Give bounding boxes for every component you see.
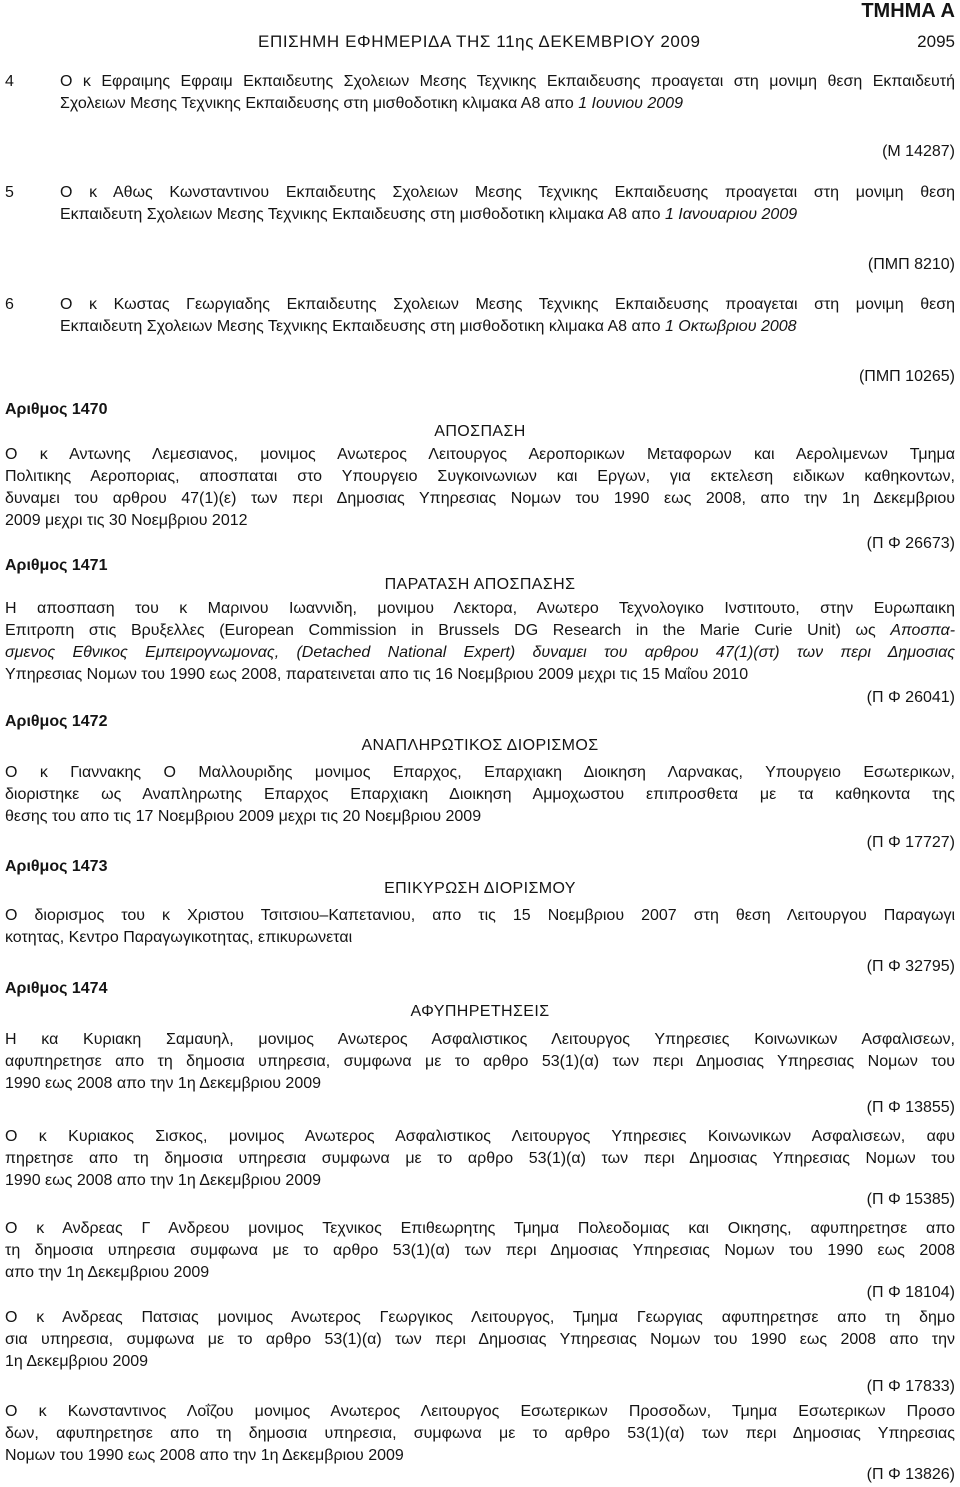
reference-code: (Π Φ 13826): [866, 1466, 955, 1483]
reference-code: (Π Φ 26041): [866, 689, 955, 706]
notice-paragraph: [5, 1307, 955, 1373]
item-body: [60, 182, 955, 226]
text-line: Νομων του 1990 εως 2008 απο την 1η Δεκεμβριου 2009: [5, 1447, 404, 1464]
text-line: θεσης του απο τις 17 Νοεμβριου 2009 μεχρι τις 20 Νοεμβριου 2009: [5, 808, 482, 825]
item-body: [60, 71, 955, 115]
text-line: σια υπηρεσια, συμφωνα με το αρθρο 53(1)(α) των περι Δημοσιας Υπηρεσιας Νομων του 1990 εως 2008 απο την: [5, 1331, 955, 1348]
notice-paragraph: [5, 762, 955, 828]
notice-paragraph: [5, 1218, 955, 1284]
notice-paragraph: [5, 598, 955, 686]
reference-code: (ΠΜΠ 8210): [867, 256, 955, 273]
notice-heading: Αριθμος 1470: [5, 401, 108, 418]
text-line: Ο κ Εφραιμης Εφραιμ Εκπαιδευτης Σχολειων Μεσης Τεχνικης Εκπαιδευσης προαγεται στη μονιμη θεση Εκπαιδευτή: [60, 73, 955, 90]
promotion-item: [5, 182, 955, 226]
text-line: αφυπηρετησε απο τη δημοσια υπηρεσια, συμφωνα με το αρθρο 53(1)(α) των περι Δημοσιας Υπηρεσιας Νομων του: [5, 1053, 955, 1070]
text-segment: Επιτροπη στις Βρυξελλες (European Commission in Brussels DG Research in the Marie Curie Unit) ως: [5, 622, 876, 639]
text-line: Ο κ Αντωνης Λεμεσιανος, μονιμος Ανωτερος Λειτουργος Αεροπορικων Μεταφορων και Αερολιμενων Τμημα: [5, 446, 955, 463]
reference-code: (ΠΜΠ 10265): [858, 368, 955, 385]
notice-paragraph: [5, 1126, 955, 1192]
promotion-item: [5, 294, 955, 338]
italic-date: 1 Οκτωβριου 2008: [664, 318, 797, 335]
notice-title: ΕΠΙΚΥΡΩΣΗ ΔΙΟΡΙΣΜΟΥ: [384, 880, 576, 897]
text-line: Ο κ Γιαννακης Ο Μαλλουριδης μονιμος Επαρχος, Επαρχιακη Διοικηση Λαρνακας, Υπουργειο Εσωτερικων,: [5, 764, 955, 781]
promotion-item: [5, 71, 955, 115]
italic-text: σμενος Εθνικος Εμπειρογνωμονας, (Detached National Expert) δυναμει του αρθρου 47(1)(στ) των περι Δημοσιας: [5, 644, 955, 661]
notice-title: ΑΦΥΠΗΡΕΤΗΣΕΙΣ: [410, 1003, 550, 1020]
text-line: Η κα Κυριακη Σαμαυηλ, μονιμος Ανωτερος Ασφαλιστικος Λειτουργος Υπηρεσιες Κοινωνικων Ασφαλισεων,: [5, 1031, 955, 1048]
text-line: 2009 μεχρι τις 30 Νοεμβριου 2012: [5, 512, 248, 529]
notice-title: ΠΑΡΑΤΑΣΗ ΑΠΟΣΠΑΣΗΣ: [384, 576, 576, 593]
text-line: 1990 εως 2008 απο την 1η Δεκεμβριου 2009: [5, 1172, 322, 1189]
notice-paragraph: [5, 1029, 955, 1095]
item-number: 4: [5, 73, 14, 90]
text-line: Ο διορισμος του κ Χριστου Τσιτσιου–Καπετανιου, απο τις 15 Νοεμβριου 2007 στη θεση Λειτουργου Παραγωγι: [5, 907, 955, 924]
text-line: 1η Δεκεμβριου 2009: [5, 1353, 149, 1370]
text-line: Ο κ Κωστας Γεωργιαδης Εκπαιδευτης Σχολειων Μεσης Τεχνικης Εκπαιδευσης προαγεται στη μονιμη θεση: [60, 296, 955, 313]
item-number: 5: [5, 184, 14, 201]
text-line: [5, 620, 955, 642]
item-number: 6: [5, 296, 14, 313]
reference-code: (Π Φ 17727): [866, 834, 955, 851]
italic-date: 1 Ιανουαριου 2009: [664, 206, 798, 223]
text-line: [60, 93, 955, 115]
text-line: [5, 642, 955, 664]
reference-code: (Π Φ 13855): [866, 1099, 955, 1116]
notice-title: ΑΝΑΠΛΗΡΩΤΙΚΟΣ ΔΙΟΡΙΣΜΟΣ: [361, 737, 599, 754]
text-line: δων, αφυπηρετησε απο τη δημοσια υπηρεσια, συμφωνα με το αρθρο 53(1)(α) των περι Δημοσιας Υπηρεσιας: [5, 1425, 955, 1442]
text-segment: Εκπαιδευτη Σχολειων Μεσης Τεχνικης Εκπαιδευσης στη μισθοδοτικη κλιμακα Α8 απο: [60, 318, 661, 335]
text-line: δυναμει του αρθρου 47(1)(ε) των περι Δημοσιας Υπηρεσιας Νομων του 1990 εως 2008, απο την 1η Δεκεμβριου: [5, 490, 955, 507]
text-line: Ο κ Ανδρεας Πατσιας μονιμος Ανωτερος Γεωργικος Λειτουργος, Τμημα Γεωργιας αφυπηρετησε απο τη δημο: [5, 1309, 955, 1326]
reference-code: (Π Φ 15385): [866, 1191, 955, 1208]
notice-paragraph: [5, 1401, 955, 1467]
text-line: 1990 εως 2008 απο την 1η Δεκεμβριου 2009: [5, 1075, 322, 1092]
notice-heading: Αριθμος 1473: [5, 858, 108, 875]
text-line: απο την 1η Δεκεμβριου 2009: [5, 1264, 210, 1281]
reference-code: (Π Φ 32795): [866, 958, 955, 975]
italic-date: 1 Ιουνιου 2009: [578, 95, 683, 112]
section-label: ΤΜΗΜΑ Α: [861, 0, 955, 22]
text-line: Ο κ Αθως Κωνσταντινου Εκπαιδευτης Σχολειων Μεσης Τεχνικης Εκπαιδευσης προαγεται στη μονιμη θεση: [60, 184, 955, 201]
reference-code: (Π Φ 17833): [866, 1378, 955, 1395]
text-line: Πολιτικης Αεροποριας, αποσπαται στο Υπουργειο Συγκοινωνιων και Εργων, για εκτελεση ειδικων καθηκοντων,: [5, 468, 955, 485]
reference-code: (Π Φ 18104): [866, 1284, 955, 1301]
text-line: κοτητας, Κεντρο Παραγωγικοτητας, επικυρωνεται: [5, 929, 353, 946]
text-line: [60, 204, 955, 226]
notice-title: ΑΠΟΣΠΑΣΗ: [434, 423, 526, 440]
italic-text: Αποσπα-: [890, 622, 956, 639]
notice-heading: Αριθμος 1471: [5, 557, 108, 574]
notice-paragraph: [5, 444, 955, 532]
gazette-title: ΕΠΙΣΗΜΗ ΕΦΗΜΕΡΙΔΑ ΤΗΣ 11ης ΔΕΚΕΜΒΡΙΟΥ 2009: [258, 32, 701, 51]
text-line: Ο κ Κυριακος Σισκος, μονιμος Ανωτερος Ασφαλιστικος Λειτουργος Υπηρεσιες Κοινωνικων Ασφαλισεων, αφυ: [5, 1128, 955, 1145]
text-line: [60, 316, 955, 338]
text-segment: Εκπαιδευτη Σχολειων Μεσης Τεχνικης Εκπαιδευσης στη μισθοδοτικη κλιμακα Α8 απο: [60, 206, 661, 223]
text-line: Ο κ Κωνσταντινος Λοΐζου μονιμος Ανωτερος Λειτουργος Εσωτερικων Προσοδων, Τμημα Εσωτερικων Προσο: [5, 1403, 955, 1420]
notice-heading: Αριθμος 1472: [5, 713, 108, 730]
notice-paragraph: [5, 905, 955, 949]
text-line: διοριστηκε ως Αναπληρωτης Επαρχος Επαρχιακη Διοικηση Αμμοχωστου επιπροσθετα με τα καθηκοντα της: [5, 786, 955, 803]
text-line: πηρετησε απο τη δημοσια υπηρεσια συμφωνα με το αρθρο 53(1)(α) των περι Δημοσιας Υπηρεσιας Νομων του: [5, 1150, 955, 1167]
text-line: Η αποσπαση του κ Μαρινου Ιωαννιδη, μονιμου Λεκτορα, Ανωτερο Τεχνολογικο Ινστιτουτο, στην Ευρωπαικη: [5, 600, 955, 617]
text-line: Υπηρεσιας Νομων του 1990 εως 2008, παρατεινεται απο τις 16 Νοεμβριου 2009 μεχρι τις 15 Μαΐου 2010: [5, 666, 749, 683]
text-line: Ο κ Ανδρεας Γ Ανδρεου μονιμος Τεχνικος Επιθεωρητης Τμημα Πολεοδομιας και Οικησης, αφυπηρετησε απο: [5, 1220, 955, 1237]
item-body: [60, 294, 955, 338]
reference-code: (Π Φ 26673): [866, 535, 955, 552]
notice-heading: Αριθμος 1474: [5, 980, 108, 997]
page-number: 2095: [917, 32, 955, 51]
reference-code: (Μ 14287): [882, 143, 955, 160]
text-line: τη δημοσια υπηρεσια συμφωνα με το αρθρο 53(1)(α) των περι Δημοσιας Υπηρεσιας Νομων του 1990 εως 2008: [5, 1242, 955, 1259]
text-segment: Σχολειων Μεσης Τεχνικης Εκπαιδευσης στη μισθοδοτικη κλιμακα Α8 απο: [60, 95, 574, 112]
